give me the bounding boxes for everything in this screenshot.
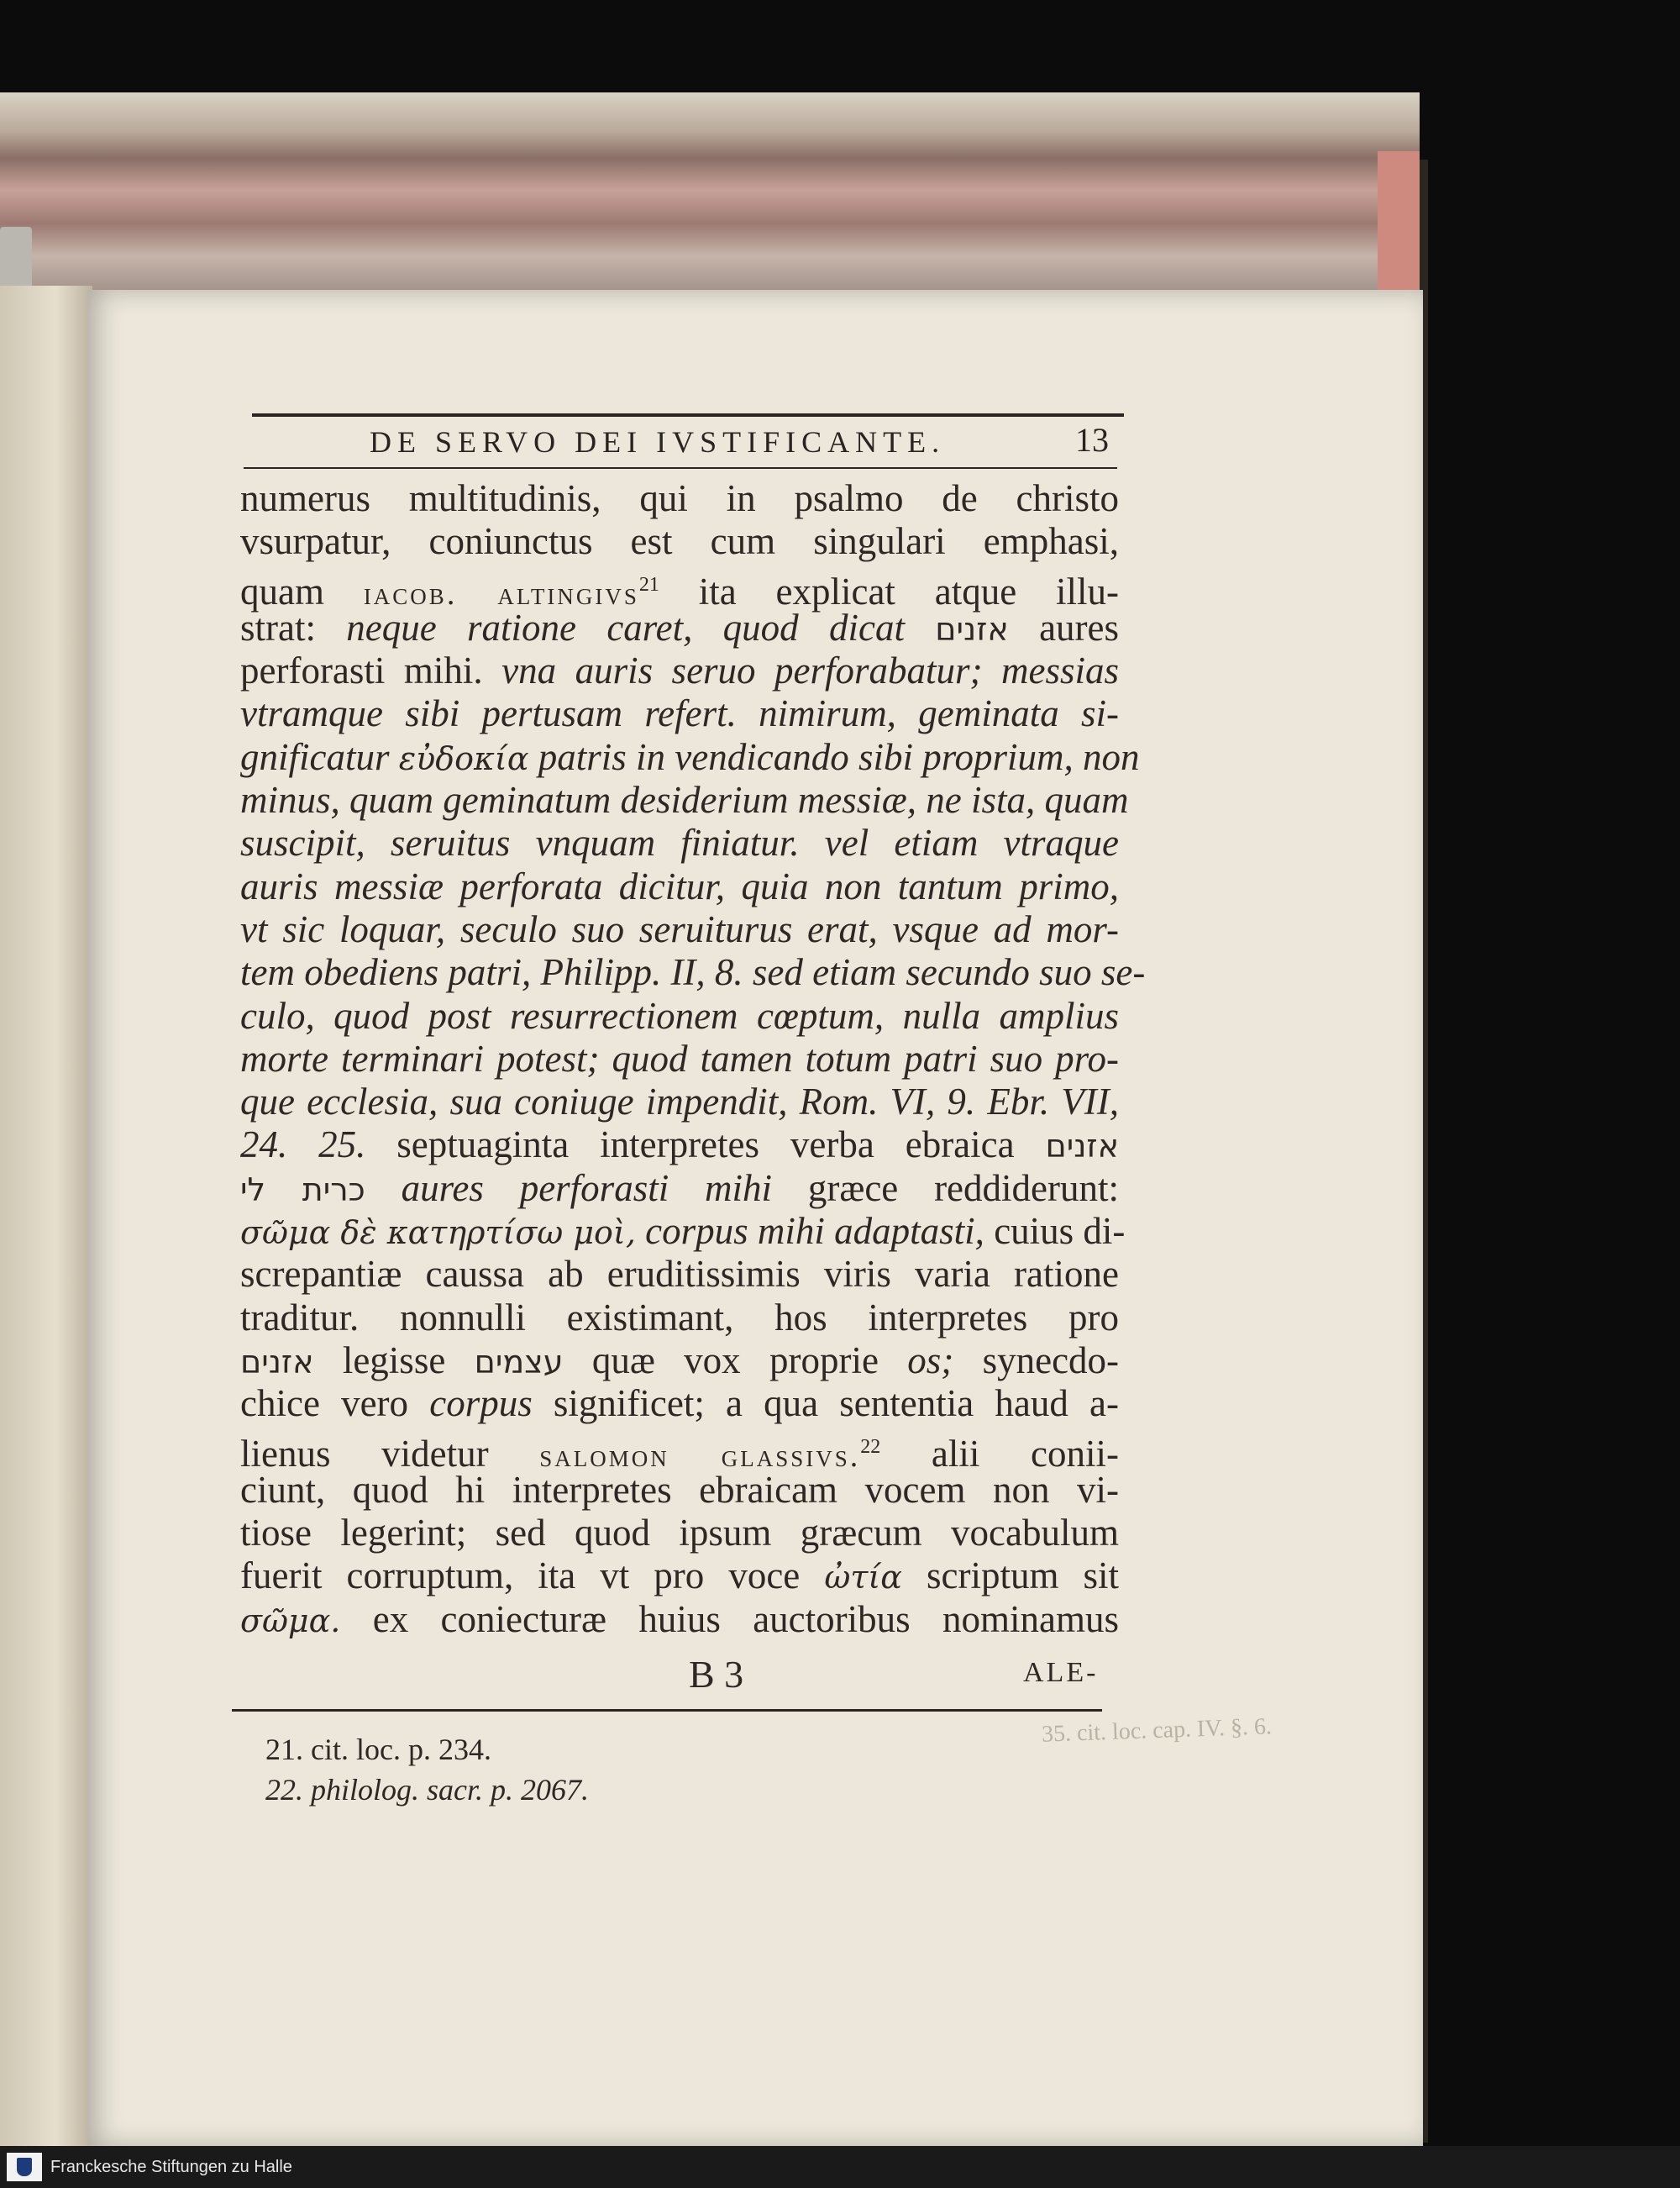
- text-line: perforasti mihi. vna auris seruo perforabatur; messias: [240, 650, 1119, 692]
- running-head: DE SERVO DEI IVSTIFICANTE.: [370, 425, 946, 459]
- footnote-rule: [232, 1709, 1102, 1712]
- text-line: σῶμα δὲ κατηρτίσω μοὶ, corpus mihi adaptasti, cuius di-: [240, 1210, 1126, 1253]
- text-line: vtramque sibi pertusam refert. nimirum, geminata si-: [240, 692, 1119, 735]
- greek-phrase: σῶμα δὲ κατηρτίσω μοὶ,: [240, 1214, 636, 1252]
- text-line: morte terminari potest; quod tamen totum patri suo pro-: [240, 1037, 1119, 1080]
- footnote: 21. cit. loc. p. 234.: [265, 1733, 491, 1766]
- head-rule-bottom: [244, 467, 1117, 469]
- hebrew-word: אזנים: [935, 610, 1009, 648]
- text-line: vt sic loquar, seculo suo seruiturus erat, vsque ad mor-: [240, 907, 1119, 950]
- text-line: suscipit, seruitus vnquam finiatur. vel etiam vtraque: [240, 822, 1119, 865]
- text-line: vsurpatur, coniunctus est cum singulari emphasi,: [240, 520, 1119, 563]
- text-line: אזנים legisse עצמים quæ vox proprie os; synecdo-: [240, 1339, 1120, 1381]
- text-line: כרית לי aures perforasti mihi græce reddiderunt:: [240, 1166, 1120, 1209]
- footnotes: [265, 1729, 589, 1810]
- text-line: lienus videtur salomon glassivs.$^{22}$ alii conii-: [240, 1432, 1119, 1475]
- text-line: auris messiæ perforata dicitur, quia non tantum primo,: [240, 865, 1119, 907]
- institution-name: Franckesche Stiftungen zu Halle: [50, 2158, 292, 2176]
- footnote-ref: 21: [638, 573, 659, 596]
- text-line: numerus multitudinis, qui in psalmo de christo: [240, 477, 1119, 519]
- text-line: strat: neque ratione caret, quod dicat אזנים aures: [240, 606, 1120, 649]
- text-line: chice vero corpus significet; a qua sententia haud a-: [240, 1382, 1119, 1425]
- author-name: salomon glassivs.: [539, 1438, 861, 1474]
- book-clasp: [0, 227, 32, 294]
- body-text: [240, 477, 1146, 1641]
- footnote-ref: 22: [860, 1435, 881, 1458]
- text-line: screpantiæ caussa ab eruditissimis viris varia ratione: [240, 1253, 1119, 1296]
- hebrew-word: אזנים: [240, 1343, 314, 1381]
- catchword: ALE-: [1023, 1657, 1099, 1688]
- institution-logo-icon: [7, 2153, 42, 2181]
- signature-mark: B 3: [689, 1653, 744, 1696]
- text-line: 24. 25. septuaginta interpretes verba ebraica אזנים: [240, 1123, 1119, 1166]
- text-line: tiose legerint; sed quod ipsum græcum vocabulum: [240, 1512, 1119, 1554]
- left-page-edge: [0, 286, 92, 2151]
- text-line: σῶμα. ex coniecturæ huius auctoribus nominamus: [240, 1597, 1120, 1640]
- text-line: minus, quam geminatum desiderium messiæ, ne ista, quam: [240, 779, 1129, 822]
- bleed-line: 35. cit. loc. cap. IV. §. 6.: [1041, 1713, 1273, 1748]
- greek-word: εὐδοκία: [398, 739, 529, 777]
- text-line: tem obediens patri, Philipp. II, 8. sed etiam secundo suo se-: [240, 951, 1146, 994]
- viewer-footer: [0, 2146, 1680, 2188]
- book-page-edges: [0, 92, 1420, 311]
- page-number: 13: [1075, 421, 1109, 459]
- text-line: ciunt, quod hi interpretes ebraicam vocem non vi-: [240, 1468, 1119, 1511]
- greek-word: σῶμα.: [240, 1602, 341, 1639]
- text-line: traditur. nonnulli existimant, hos interpretes pro: [240, 1296, 1119, 1339]
- text-line: quam iacob. altingivs$^{21}$ ita explicat atque illu-: [240, 570, 1120, 613]
- author-name: iacob. altingivs: [363, 576, 639, 612]
- hebrew-word: אזנים: [1045, 1128, 1119, 1165]
- hebrew-word: עצמים: [474, 1343, 564, 1381]
- hebrew-word: כרית לי: [240, 1170, 365, 1208]
- text-line: que ecclesia, sua coniuge impendit, Rom. VI, 9. Ebr. VII,: [240, 1081, 1119, 1123]
- greek-word: ὠτία: [824, 1559, 902, 1596]
- footnote: 22. philolog. sacr. p. 2067.: [265, 1773, 590, 1807]
- text-line: fuerit corruptum, ita vt pro voce ὠτία scriptum sit: [240, 1554, 1120, 1597]
- head-rule-top: [252, 413, 1124, 417]
- text-line: gnificatur εὐδοκία patris in vendicando sibi proprium, non: [240, 735, 1140, 778]
- text-line: culo, quod post resurrectionem cœptum, nulla amplius: [240, 994, 1119, 1037]
